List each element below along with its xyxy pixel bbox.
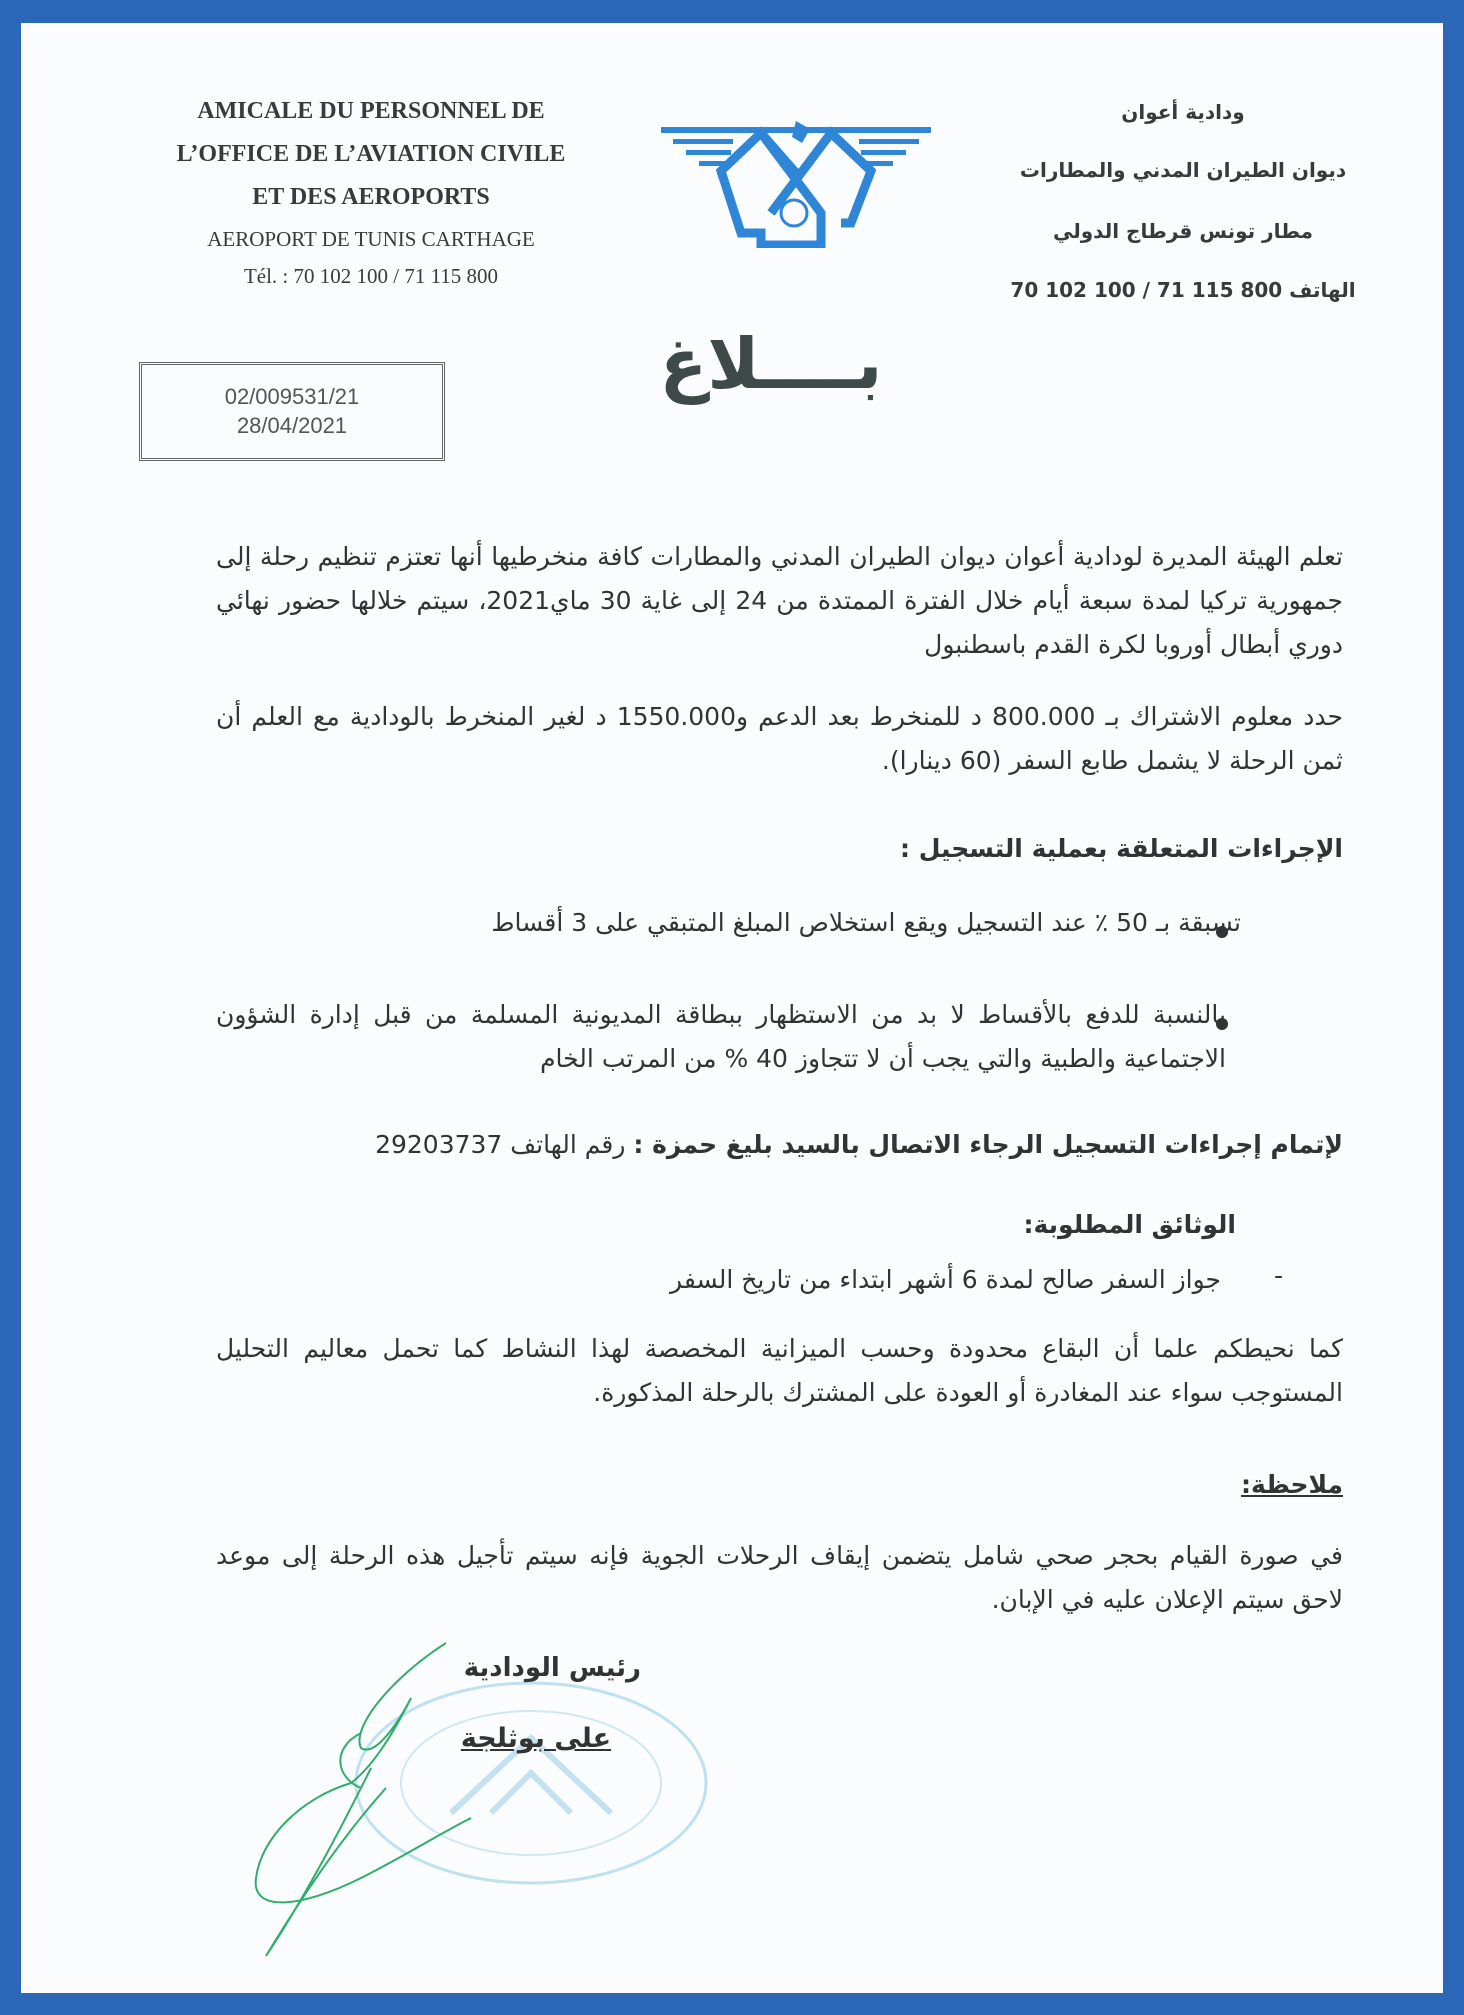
header-fr-line4: AEROPORT DE TUNIS CARTHAGE xyxy=(207,227,535,251)
reference-date: 28/04/2021 xyxy=(236,413,348,438)
header-ar-line1: ودادية أعوان xyxy=(1121,100,1245,124)
signature-name: على بوثلجة xyxy=(460,1723,612,1754)
reference-stamp xyxy=(139,362,445,461)
document-page xyxy=(21,23,1443,1993)
header-fr-line1: AMICALE DU PERSONNEL DE xyxy=(197,98,545,124)
header-fr-phone: Tél. : 70 102 100 / 71 115 800 xyxy=(243,264,499,288)
amicale-logo-icon xyxy=(661,113,931,248)
contact-instruction: لإتمام إجراءات التسجيل الرجاء الاتصال بالسيد بليغ حمزة : xyxy=(633,1130,1343,1159)
contact-line xyxy=(216,1123,1343,1167)
procedure-item-2: بالنسبة للدفع بالأقساط لا بد من الاستظهار ببطاقة المديونية المسلمة من قبل إدارة الشؤون الاجتماعية والطبية والتي يجب أن لا تتجاوز 40 % من المرتب الخام xyxy=(216,1000,1226,1073)
contact-phone: رقم الهاتف 29203737 xyxy=(375,1130,626,1159)
note-text: في صورة القيام بحجر صحي شامل يتضمن إيقاف الرحلات الجوية فإنه سيتم تأجيل هذه الرحلة إلى موعد لاحق سيتم الإعلان عليه في الإبان. xyxy=(216,1541,1343,1614)
procedures-heading: الإجراءات المتعلقة بعملية التسجيل : xyxy=(900,834,1343,863)
header-fr-line3: ET DES AEROPORTS xyxy=(252,184,490,210)
paragraph-trip: تعلم الهيئة المديرة لودادية أعوان ديوان الطيران المدني والمطارات كافة منخرطيها أنها تعتزم تنظيم رحلة إلى جمهورية تركيا لمدة سبعة أيام خلال الفترة الممتدة من 24 إلى غاية 30 ماي2021، سيتم خلالها حضور نهائي دوري أبطال أوروبا لكرة القدم باسطنبول xyxy=(216,542,1343,659)
document-title: بــــلاغ xyxy=(659,323,883,405)
header-ar-line2: ديوان الطيران المدني والمطارات xyxy=(1019,158,1347,182)
paragraph-fees: حدد معلوم الاشتراك بـ 800.000 د للمنخرط بعد الدعم و1550.000 د لغير المنخرط بالودادية مع العلم أن ثمن الرحلة لا يشمل طابع السفر (60 دينارا). xyxy=(216,702,1343,775)
paragraph-places: كما نحيطكم علما أن البقاع محدودة وحسب الميزانية المخصصة لهذا النشاط كما تحمل معاليم التحليل المستوجب سواء عند المغادرة أو العودة على المشترك بالرحلة المذكورة. xyxy=(216,1334,1343,1407)
documents-heading: الوثائق المطلوبة: xyxy=(1023,1210,1236,1239)
handwritten-signature-icon xyxy=(241,1638,501,1968)
header-ar-line3: مطار تونس قرطاج الدولي xyxy=(1053,219,1313,243)
procedure-item-1: تسبقة بـ 50 ٪ عند التسجيل ويقع استخلاص المبلغ المتبقي على 3 أقساط xyxy=(491,908,1241,937)
dash-icon: - xyxy=(1273,1261,1283,1290)
header-ar-phone: الهاتف 800 115 71 / 100 102 70 xyxy=(1010,278,1356,302)
signature-role: رئيس الودادية xyxy=(463,1653,641,1683)
reference-number: 02/009531/21 xyxy=(224,384,360,409)
document-item-1: جواز السفر صالح لمدة 6 أشهر ابتداء من تاريخ السفر xyxy=(670,1265,1221,1294)
note-heading: ملاحظة: xyxy=(1241,1470,1343,1499)
header-fr-line2: L’OFFICE DE L’AVIATION CIVILE xyxy=(176,141,566,167)
